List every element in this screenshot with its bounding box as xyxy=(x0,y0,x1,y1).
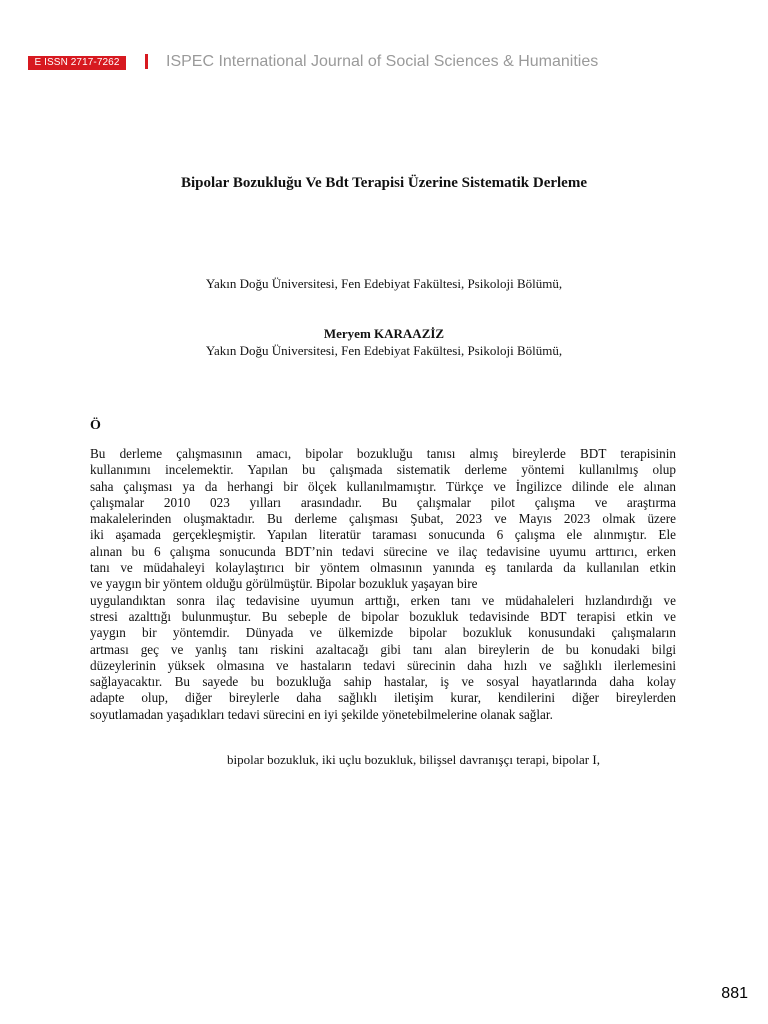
abstract-line: Bu derleme çalışmasının amacı, bipolar bozukluğu tanısı almış bireylerde BDT terapisinin xyxy=(90,446,676,461)
abstract-line: stresi azalttığı bulunmuştur. Bu sebeple de bipolar bozukluk tedavisinde BDT terapisi etkin ve xyxy=(90,608,676,624)
keywords: bipolar bozukluk, iki uçlu bozukluk, bilişsel davranışçı terapi, bipolar I, xyxy=(227,752,600,767)
abstract-line: ve yaygın bir yöntem olduğu görülmüştür. Bipolar bozukluk yaşayan bire xyxy=(90,576,478,592)
issn-badge: E ISSN 2717-7262 xyxy=(28,56,126,70)
abstract-heading: Ö xyxy=(90,418,101,433)
affiliation-2: Yakın Doğu Üniversitesi, Fen Edebiyat Fakültesi, Psikoloji Bölümü, xyxy=(205,343,563,358)
abstract-body xyxy=(90,446,676,723)
abstract-line: saha çalışması ya da herhangi bir ölçek kullanılmamıştır. Türkçe ve İngilizce dilinde ele alınan xyxy=(90,478,676,494)
abstract-line: tanı ve müdahaleyi kolaylaştırıcı bir yöntem olmasının yanında eş tanılarda da kullanılan etkin xyxy=(90,560,676,576)
page-number: 881 xyxy=(721,985,748,1002)
abstract-line: düzeylerinin yüksek olmasına ve hastaların tedavi sürecinin daha hızlı ve sağlıklı ilerlemesini xyxy=(90,657,676,673)
abstract-line: adapte olup, diğer bireylerle daha sağlıklı iletişim kurar, kendilerini diğer bireylerden xyxy=(90,690,676,706)
article-title: Bipolar Bozukluğu Ve Bdt Terapisi Üzerine Sistematik Derleme xyxy=(181,175,587,191)
abstract-line: sağlayacaktır. Bu sayede bu bozukluğa sahip hastalar, iş ve sosyal hayatlarında daha kolay xyxy=(90,674,676,690)
abstract-line: makalelerinden oluşmaktadır. Bu derleme çalışması Şubat, 2023 ve Mayıs 2023 olmak üzere xyxy=(90,511,676,527)
header-separator xyxy=(145,54,148,69)
abstract-line: alınan bu 6 çalışma sonucunda BDT’nin tedavi sürecine ve ilaç tedavisine uyumu arttırıcı, erken xyxy=(90,543,676,559)
abstract-line: soyutlamadan yaşadıkları tedavi sürecini en iyi şekilde yönetebilmelerine olanak sağlar. xyxy=(90,706,553,722)
abstract-line: uygulandıktan sonra ilaç tedavisine uyumun arttığı, erken tanı ve müdahaleleri hızlandırdığı ve xyxy=(90,592,676,608)
journal-name: ISPEC International Journal of Social Sciences & Humanities xyxy=(166,53,599,70)
abstract-line: yaygın bir yöntemdir. Dünyada ve ülkemizde bipolar bozukluk konusundaki çalışmaların xyxy=(90,625,676,641)
author-name: Meryem KARAAZİZ xyxy=(323,326,445,341)
abstract-line: kullanımını incelemektir. Yapılan bu çalışmada sistematik derleme yöntemi kullanılmış olup xyxy=(90,462,676,478)
abstract-line: çalışmalar 2010 023 yılları arasındadır. Bu çalışmalar pilot çalışma ve araştırma xyxy=(90,494,676,510)
abstract-line: artması geç ve yanlış tanı riskini azaltacağı gibi tanı alan bireylerin de bu konudaki bilgi xyxy=(90,641,676,657)
affiliation-1: Yakın Doğu Üniversitesi, Fen Edebiyat Fakültesi, Psikoloji Bölümü, xyxy=(205,276,563,291)
abstract-line: iki aşamada gerçekleşmiştir. Yapılan literatür taraması sonucunda 6 çalışma ele alınmıştır. Ele xyxy=(90,527,676,543)
